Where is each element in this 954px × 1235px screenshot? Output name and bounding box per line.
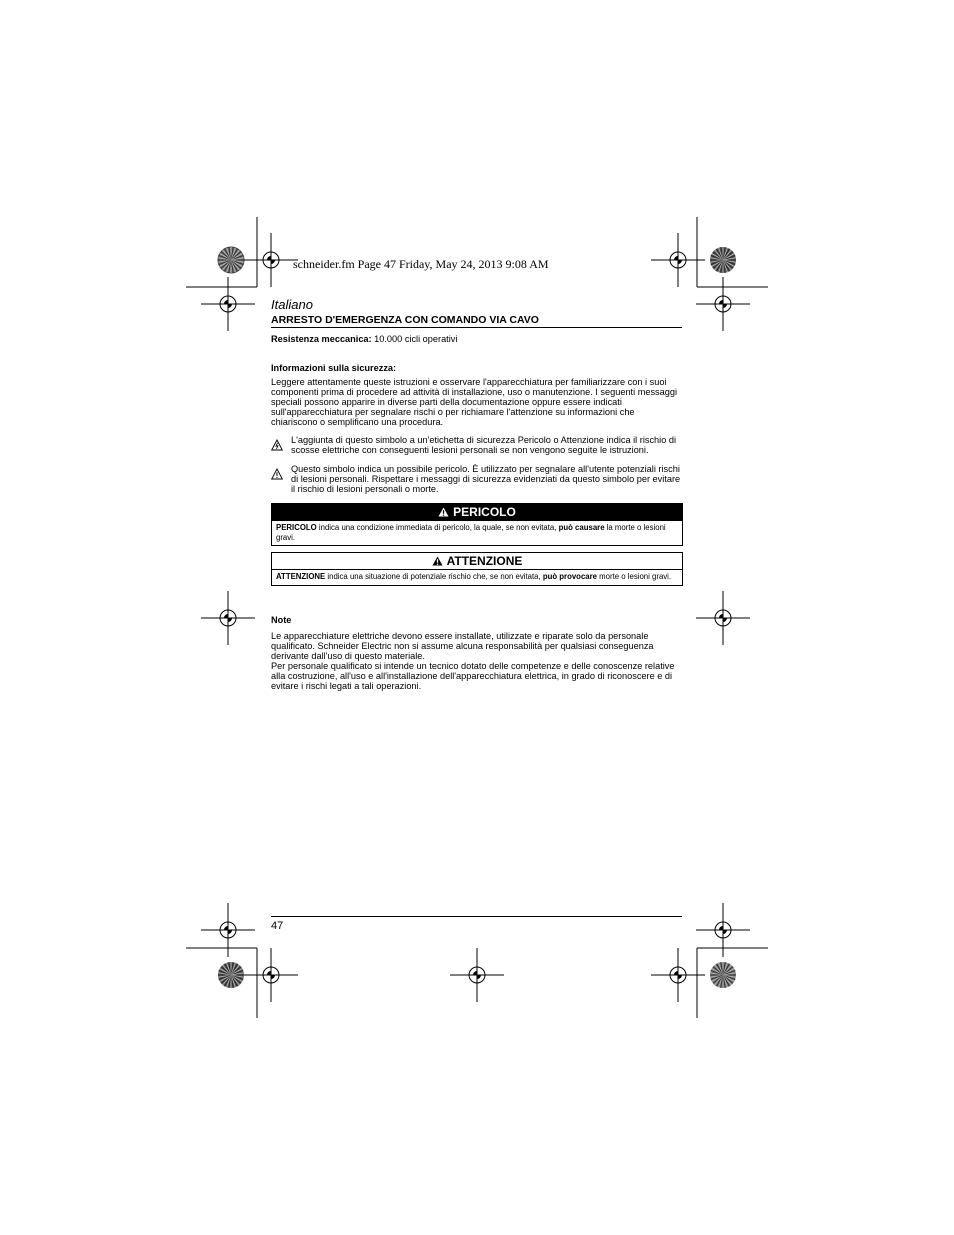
language-label: Italiano: [271, 297, 313, 312]
warning-triangle-icon: [438, 507, 449, 517]
safety-heading: Informazioni sulla sicurezza:: [271, 363, 397, 373]
danger-box-title: PERICOLO: [453, 505, 516, 519]
section-title: ARRESTO D'EMERGENZA CON COMANDO VIA CAVO: [271, 314, 539, 326]
mechanical-label: Resistenza meccanica:: [271, 334, 372, 344]
crosshair-mark: [696, 591, 750, 645]
symbol-general-row: [271, 464, 683, 496]
danger-emphasis: può causare: [558, 523, 605, 532]
crosshair-mark: [201, 591, 255, 645]
print-header: schneider.fm Page 47 Friday, May 24, 2013 9:08 AM: [293, 257, 549, 271]
title-rule: [271, 327, 682, 328]
danger-text-a: indica una condizione immediata di pericolo, la quale, se non evitata,: [316, 523, 559, 532]
crosshair-mark: [201, 277, 255, 331]
mechanical-value: 10.000 cicli operativi: [371, 334, 458, 344]
caution-text-b: morte o lesioni gravi.: [596, 572, 672, 581]
note-paragraph-2: Per personale qualificato si intende un tecnico dotato delle competenze e delle conoscenze relative alla costruzione, all'uso e all'installazione dell'apparecchiatura elettrica, in grado di riconoscere e di evitare i rischi legati a tali operazioni.: [271, 661, 675, 691]
caution-box-content: [272, 570, 682, 585]
symbol-general-text: Questo simbolo indica un possibile pericolo. È utilizzato per segnalare all'utente potenziali rischi di lesioni personali. Rispettare i messaggi di sicurezza evidenziati da questo simbolo per evitare il rischio di lesioni personali o morte.: [291, 464, 681, 494]
note-paragraph-1: Le apparecchiature elettriche devono essere installate, utilizzate e riparate solo da personale qualificato. Schneider Electric non si assume alcuna responsabilità per qualsiasi conseguenza derivante dall'uso di questo materiale.: [271, 631, 654, 661]
page-number: 47: [271, 920, 284, 932]
caution-box-title: ATTENZIONE: [446, 554, 523, 568]
symbol-electric-text: L'aggiunta di questo simbolo a un'etichetta di sicurezza Pericolo o Attenzione indica il rischio di scosse elettriche con conseguenti lesioni personali se non vengono seguite le istruzioni.: [291, 435, 677, 455]
crosshair-mark: [244, 233, 298, 287]
crosshair-mark: [244, 948, 298, 1002]
crosshair-mark: [696, 903, 750, 957]
danger-term: PERICOLO: [276, 523, 317, 532]
electric-warning-triangle-icon: [271, 439, 283, 451]
danger-box-header: [272, 504, 682, 520]
crosshair-mark: [450, 948, 504, 1002]
crosshair-mark: [201, 903, 255, 957]
note-body: [271, 631, 683, 691]
symbol-electric-row: [271, 435, 683, 457]
caution-term: ATTENZIONE: [276, 572, 326, 581]
general-warning-triangle-icon: [271, 468, 283, 480]
mechanical-resistance: [271, 334, 457, 344]
danger-text-b: la morte o lesioni gravi.: [276, 523, 666, 542]
danger-box-content: [272, 520, 682, 545]
footer-rule: [271, 916, 682, 917]
safety-intro: Leggere attentamente queste istruzioni e osservare l'apparecchiatura per familiarizzare con i suoi componenti prima di procedere ad attività di installazione, uso o manutenzione. I seguenti messaggi speciali possono apparire in diverse parti della documentazione oppure essere indicati sull'apparecchiatura per segnalare rischi o per richiamare l'attenzione su informazioni che chiariscono o semplificano una procedura.: [271, 377, 678, 427]
caution-emphasis: può provocare: [542, 572, 597, 581]
warning-triangle-icon: [432, 556, 443, 566]
note-heading: Note: [271, 615, 292, 625]
caution-box-header: [272, 553, 682, 570]
caution-box: [271, 552, 683, 586]
danger-box: [271, 503, 683, 546]
crosshair-mark: [696, 277, 750, 331]
caution-text-a: indica una situazione di potenziale rischio che, se non evitata,: [325, 572, 543, 581]
